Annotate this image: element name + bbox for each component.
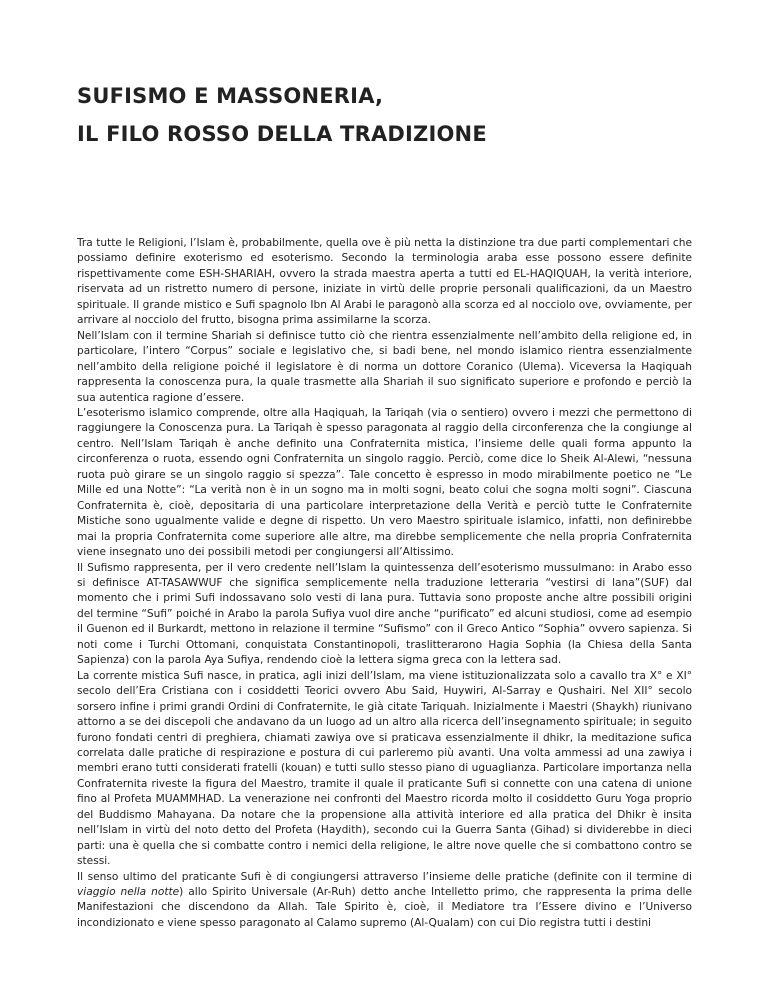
paragraph: Il Sufismo rappresenta, per il vero credente nell’Islam la quintessenza dell’esoterismo mussulmano: in Arabo esso si definisce AT-TASAWWUF che significa semplicemente nella traduzione letteraria “vestirsi di lana”(SUF) dal momento che i primi Sufi indossavano solo vesti di lana pura. Tuttavia sono proposte anche altre possibili origini del termine “Sufi” poiché in Arabo la parola Sufiya vuol dire anche “purificato” ed alcuni studiosi, come ad esempio il Guenon ed il Burkardt, mettono in relazione il termine “Sufismo” con il Greco Antico “Sophia” ovvero sapienza. Si noti come i Turchi Ottomani, conquistata Constantinopoli, traslitterarono Hagia Sophia (la Chiesa della Santa Sapienza) con la parola Aya Sufiya, rendendo cioè la lettera sigma greca con la lettera sad. <box>77 561 692 667</box>
paragraph-last <box>77 870 692 932</box>
italic-phrase: viaggio nella notte <box>77 886 180 899</box>
document-title <box>77 84 697 146</box>
paragraph: L’esoterismo islamico comprende, oltre alla Haqiquah, la Tariqah (via o sentiero) ovvero i mezzi che permettono di raggiungere la Conoscenza pura. La Tariqah è spesso paragonata al raggio della circonferenza che la congiunge al centro. Nell’Islam Tariqah è anche definito una Confraternita mistica, l’insieme delle quali forma appunto la circonferenza o ruota, essendo ogni Confraternita un singolo raggio. Perciò, come dice lo Sheik Al-Alewi, “nessuna ruota può girare se un singolo raggio si spezza”. Tale concetto è espresso in modo mirabilmente poetico ne “Le Mille ed una Notte”: “La verità non è in un sogno ma in molti sogni, beato colui che sogna molti sogni”. Ciascuna Confraternita è, cioè, depositaria di una particolare interpretazione della Verità e perciò tutte le Confraternite Mistiche sono ugualmente valide e degne di rispetto. Un vero Maestro spirituale islamico, infatti, non definirebbe mai la propria Confraternita come superiore alle altre, ma direbbe semplicemente che nella propria Confraternita viene insegnato uno dei possibili metodi per congiungersi all’Altissimo. <box>77 406 692 559</box>
paragraph: Tra tutte le Religioni, l’Islam è, probabilmente, quella ove è più netta la distinzione tra due parti complementari che possiamo definire exoterismo ed esoterismo. Secondo la terminologia araba esse possono essere definite rispettivamente come ESH-SHARIAH, ovvero la strada maestra aperta a tutti ed EL-HAQIQUAH, la verità interiore, riservata ad un ristretto numero di persone, iniziate in virtù delle proprie personali qualificazioni, da un Maestro spirituale. Il grande mistico e Sufi spagnolo Ibn Al Arabi le paragonò alla scorza ed al nocciolo ove, ovviamente, per arrivare al nocciolo del frutto, bisogna prima assimilarne la scorza. <box>77 237 692 327</box>
paragraph-text: ) allo Spirito Universale (Ar-Ruh) detto anche Intelletto primo, che rappresenta la prima delle Manifestazioni che discendono da Allah. Tale Spirito è, cioè, il Mediatore tra l’Essere divino e l’Universo incondizionato e viene spesso paragonato al Calamo supremo (Al-Qualam) con cui Dio registra tutti i destini <box>77 886 692 929</box>
body-text <box>77 236 692 931</box>
title-line-1: SUFISMO E MASSONERIA, <box>77 84 384 108</box>
paragraph: La corrente mistica Sufi nasce, in pratica, agli inizi dell’Islam, ma viene istituzionalizzata solo a cavallo tra X° e XI° secolo dell’Era Cristiana con i cosiddetti Teorici ovvero Abu Said, Huywiri, Al-Sarray e Qushairi. Nel XII° secolo sorsero infine i primi grandi Ordini di Confraternite, le già citate Tariquah. Inizialmente i Maestri (Shaykh) riunivano attorno a se dei discepoli che andavano da un luogo ad un altro alla ricerca dell’insegnamento spirituale; in seguito furono fondati centri di preghiera, chiamati zawiya ove si praticava essenzialmente il dhikr, la meditazione sufica correlata dalle pratiche di respirazione e postura di cui parleremo più avanti. Una volta ammessi ad una zawiya i membri erano tutti considerati fratelli (kouan) e tutti sullo stesso piano di uguaglianza. Particolare importanza nella Confraternita riveste la figura del Maestro, tramite il quale il praticante Sufi si connette con una catena di unione fino al Profeta MUAMMHAD. La venerazione nei confronti del Maestro ricorda molto il cosiddetto Guru Yoga proprio del Buddismo Mahayana. Da notare che la propensione alla attività interiore ed alla pratica del Dhikr è insita nell’Islam in virtù del noto detto del Profeta (Haydith), secondo cui la Guerra Santa (Gihad) si dividerebbe in dieci parti: una è quella che si combatte contro i nemici della religione, le altre nove quelle che si combattono contro se stessi. <box>77 669 692 868</box>
paragraph: Nell’Islam con il termine Shariah si definisce tutto ciò che rientra essenzialmente nell’ambito della religione ed, in particolare, l’intero “Corpus” sociale e legislativo che, si badi bene, nel mondo islamico rientra essenzialmente nell’ambito della religione poiché il legislatore è di norma un dottore Coranico (Ulema). Viceversa la Haqiquah rappresenta la conoscenza pura, la quale trasmette alla Shariah il suo significato superiore e profondo e perciò la sua autentica ragione d’essere. <box>77 329 692 404</box>
title-line-2: IL FILO ROSSO DELLA TRADIZIONE <box>77 122 487 146</box>
paragraph-text: Il senso ultimo del praticante Sufi è di congiungersi attraverso l’insieme delle pratiche (definite con il termine di <box>77 870 692 883</box>
